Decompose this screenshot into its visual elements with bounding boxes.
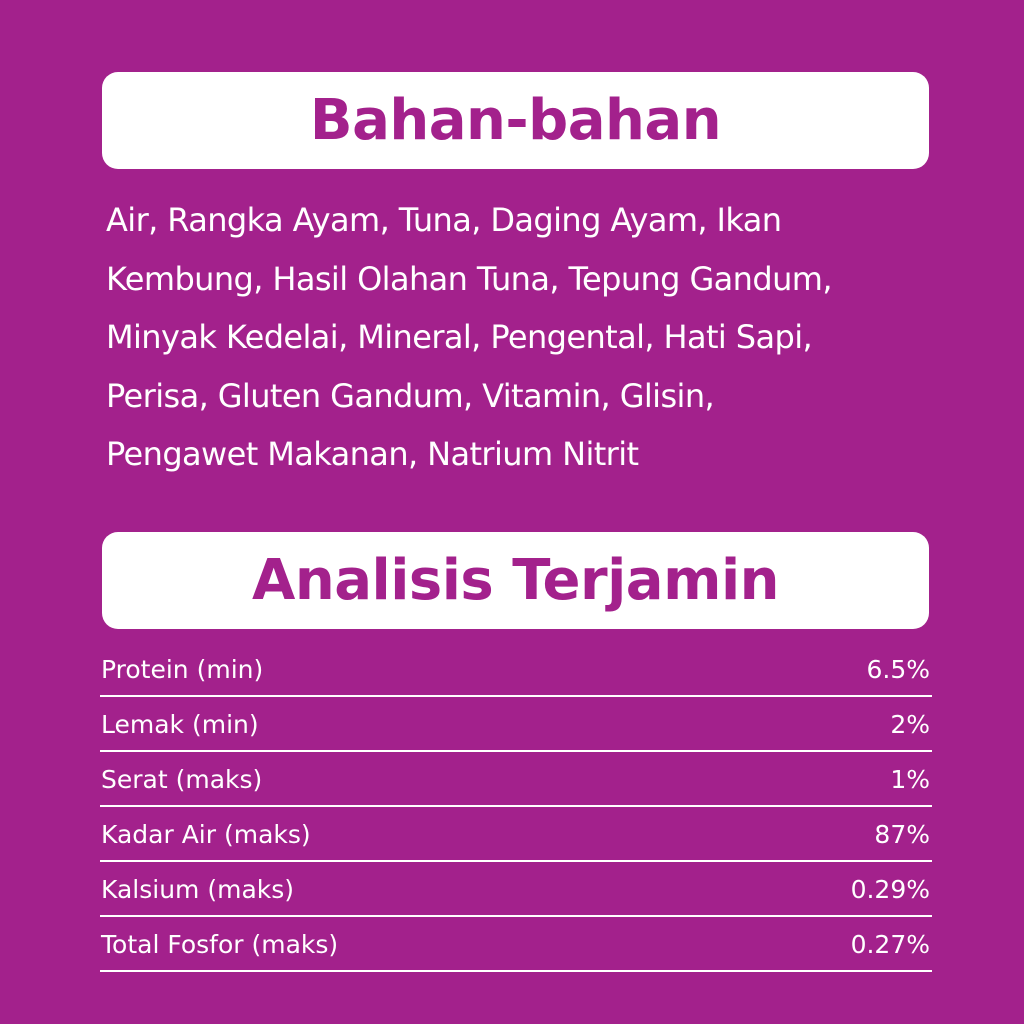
nutrient-value: 0.29% <box>850 874 930 904</box>
nutrient-label: Kadar Air (maks) <box>101 819 311 849</box>
ingredients-line: Minyak Kedelai, Mineral, Pengental, Hati Sapi, <box>106 318 813 356</box>
ingredients-list <box>106 191 936 484</box>
nutrient-value: 87% <box>874 819 930 849</box>
ingredients-line: Pengawet Makanan, Natrium Nitrit <box>106 435 639 473</box>
nutrient-label: Kalsium (maks) <box>101 874 295 904</box>
table-row <box>100 864 932 917</box>
nutrient-label: Lemak (min) <box>101 709 259 739</box>
analysis-title-box <box>102 532 929 629</box>
table-row <box>100 754 932 807</box>
nutrient-label: Total Fosfor (maks) <box>101 929 339 959</box>
analysis-title: Analisis Terjamin <box>252 548 779 613</box>
ingredients-title: Bahan-bahan <box>309 88 722 153</box>
ingredients-line: Kembung, Hasil Olahan Tuna, Tepung Gandum, <box>106 259 832 298</box>
table-row <box>100 699 932 752</box>
analysis-table <box>100 644 932 974</box>
nutrient-value: 1% <box>890 764 930 794</box>
nutrient-label: Serat (maks) <box>101 764 263 794</box>
nutrient-label: Protein (min) <box>101 654 264 684</box>
ingredients-line: Air, Rangka Ayam, Tuna, Daging Ayam, Ikan <box>106 201 782 239</box>
table-row <box>100 644 932 697</box>
ingredients-title-box <box>102 72 929 169</box>
nutrient-value: 2% <box>890 709 930 739</box>
table-row <box>100 809 932 862</box>
ingredients-line: Perisa, Gluten Gandum, Vitamin, Glisin, <box>106 376 715 415</box>
nutrient-value: 6.5% <box>866 654 930 684</box>
nutrient-value: 0.27% <box>850 929 930 959</box>
table-row <box>100 919 932 972</box>
